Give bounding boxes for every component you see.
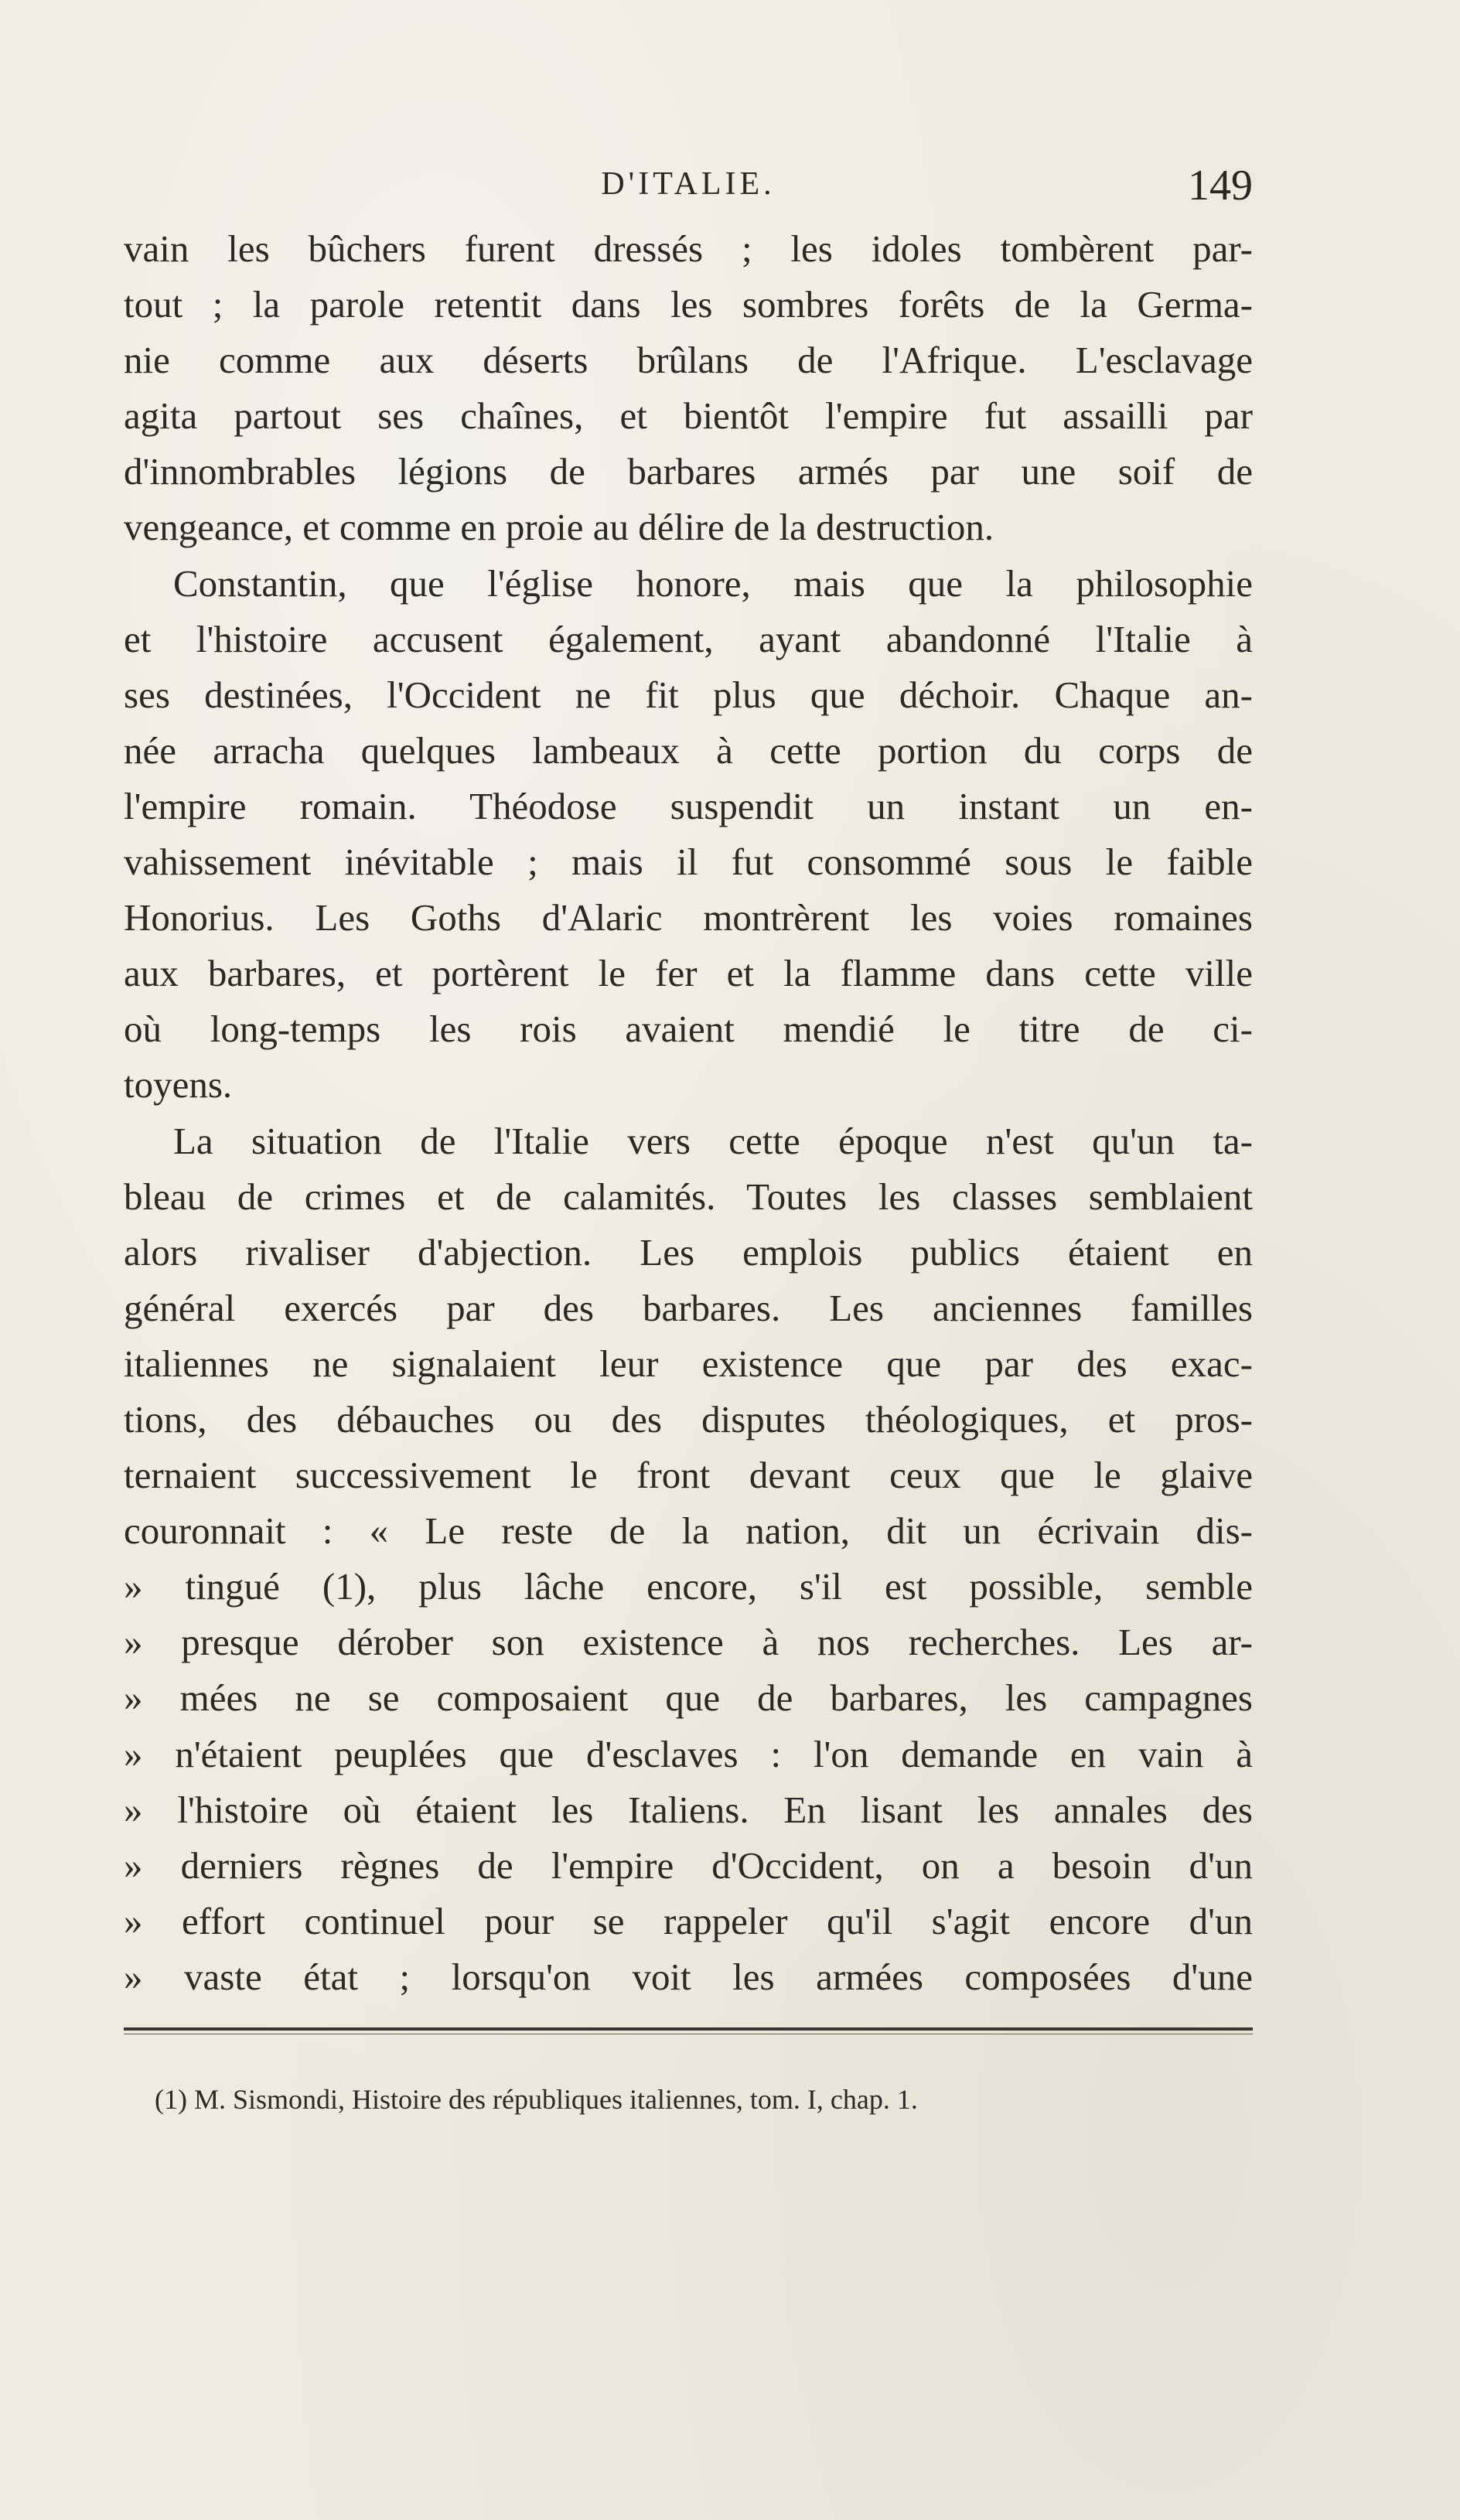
quote-line: » l'histoire où étaient les Italiens. En lisant les annales des bbox=[124, 1788, 1253, 1831]
running-title: D'ITALIE. bbox=[601, 166, 776, 202]
text-line: née arracha quelques lambeaux à cette portion du corps de bbox=[124, 728, 1253, 772]
text-line: d'innombrables légions de barbares armés par une soif de bbox=[124, 450, 1253, 493]
quote-line: » effort continuel pour se rappeler qu'il s'agit encore d'un bbox=[124, 1899, 1253, 1942]
text-line: et l'histoire accusent également, ayant abandonné l'Italie à bbox=[124, 617, 1253, 660]
quote-line: » n'étaient peuplées que d'esclaves : l'on demande en vain à bbox=[124, 1732, 1253, 1775]
body-text bbox=[124, 221, 1253, 2005]
text-line: Honorius. Les Goths d'Alaric montrèrent les voies romaines bbox=[124, 896, 1253, 939]
text-line: tout ; la parole retentit dans les sombres forêts de la Germa- bbox=[124, 283, 1253, 326]
quote-line: » derniers règnes de l'empire d'Occident, on a besoin d'un bbox=[124, 1843, 1253, 1887]
text-line: agita partout ses chaînes, et bientôt l'empire fut assailli par bbox=[124, 394, 1253, 438]
text-line: toyens. bbox=[124, 1063, 233, 1107]
text-line: italiennes ne signalaient leur existence que par des exac- bbox=[124, 1342, 1253, 1385]
text-line: tions, des débauches ou des disputes théologiques, et pros- bbox=[124, 1397, 1253, 1441]
quote-line: » presque dérober son existence à nos recherches. Les ar- bbox=[124, 1621, 1253, 1664]
text-line: couronnait : « Le reste de la nation, dit un écrivain dis- bbox=[124, 1509, 1253, 1553]
quote-line: » vaste état ; lorsqu'on voit les armées composées d'une bbox=[124, 1955, 1253, 1998]
paragraph-start-line: Constantin, que l'église honore, mais que la philosophie bbox=[173, 561, 1253, 605]
text-line: nie comme aux déserts brûlans de l'Afrique. L'esclavage bbox=[124, 339, 1253, 382]
footnote: (1) M. Sismondi, Histoire des républiques italiennes, tom. I, chap. 1. bbox=[155, 2084, 918, 2115]
text-line: l'empire romain. Théodose suspendit un instant un en- bbox=[124, 784, 1253, 827]
text-line: où long-temps les rois avaient mendié le titre de ci- bbox=[124, 1008, 1253, 1051]
text-line: vengeance, et comme en proie au délire de la destruction. bbox=[124, 506, 994, 549]
text-line: général exercés par des barbares. Les anciennes familles bbox=[124, 1286, 1253, 1329]
text-line: aux barbares, et portèrent le fer et la flamme dans cette ville bbox=[124, 952, 1253, 995]
text-line: ternaient successivement le front devant ceux que le glaive bbox=[124, 1454, 1253, 1497]
quote-line: » mées ne se composaient que de barbares, les campagnes bbox=[124, 1676, 1253, 1720]
text-line: ses destinées, l'Occident ne fit plus que déchoir. Chaque an- bbox=[124, 673, 1253, 716]
quote-line: » tingué (1), plus lâche encore, s'il est possible, semble bbox=[124, 1565, 1253, 1608]
text-line: vain les bûchers furent dressés ; les idoles tombèrent par- bbox=[124, 227, 1253, 270]
footnote-divider bbox=[124, 2027, 1253, 2031]
page-number: 149 bbox=[1188, 162, 1253, 210]
paragraph-start-line: La situation de l'Italie vers cette époque n'est qu'un ta- bbox=[173, 1119, 1253, 1162]
text-line: vahissement inévitable ; mais il fut consommé sous le faible bbox=[124, 841, 1253, 884]
text-line: bleau de crimes et de calamités. Toutes les classes semblaient bbox=[124, 1175, 1253, 1218]
text-line: alors rivaliser d'abjection. Les emplois publics étaient en bbox=[124, 1230, 1253, 1274]
running-head bbox=[124, 161, 1253, 215]
